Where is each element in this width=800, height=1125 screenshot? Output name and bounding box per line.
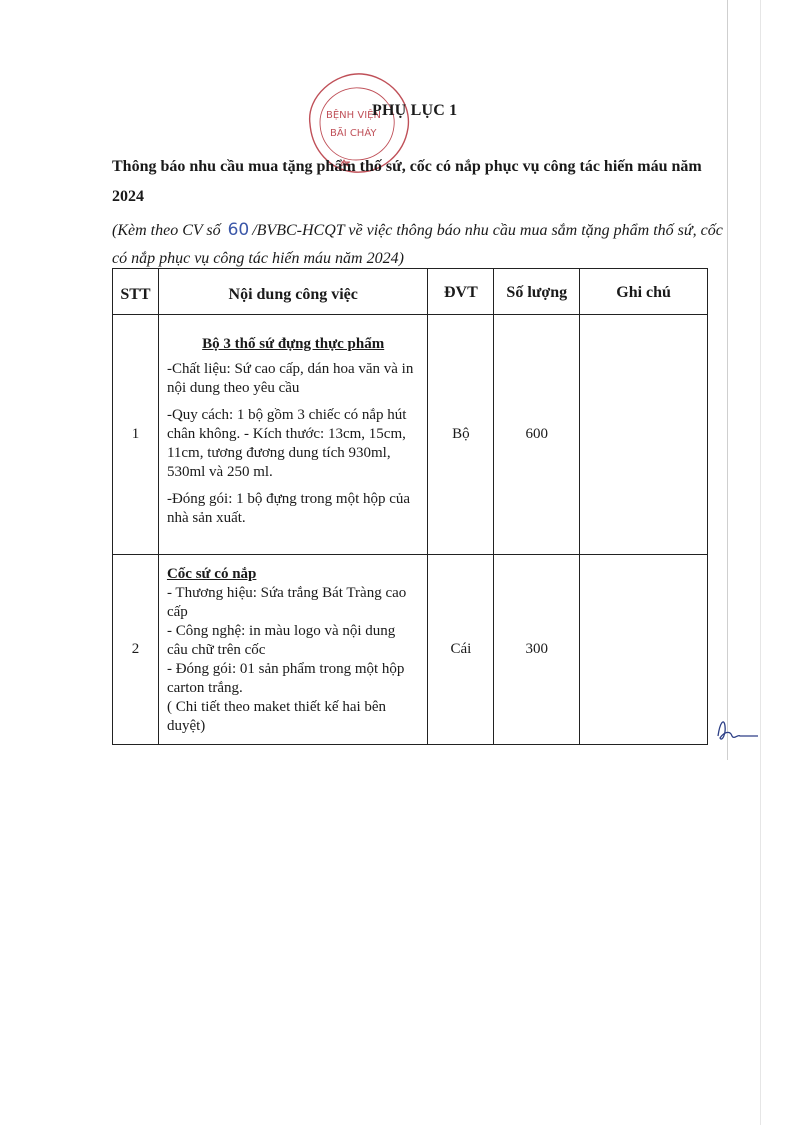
item-spec: -Chất liệu: Sứ cao cấp, dán hoa văn và in nội dung theo yêu cầu [166,361,414,396]
row-unit: Cái [428,555,494,745]
item-title: Cốc sứ có nắp [166,566,257,582]
document-subject: Thông báo nhu cầu mua tặng phẩm thố sứ, cốc có nắp phục vụ công tác hiến máu năm 2024 [112,158,702,205]
stamp-text-line2: BÃI CHÁY [330,128,377,139]
item-spec: -Quy cách: 1 bộ gồm 3 chiếc có nắp hút chân không. - Kích thước: 13cm, 15cm, 11cm, tương đương dung tích 930ml, 530ml và 250 ml. [166,407,407,480]
signature-scribble-icon [712,712,760,748]
item-title: Bộ 3 thố sứ đựng thực phẩm [202,336,385,352]
scan-border-line [727,0,728,760]
header-note: Ghi chú [580,269,708,315]
appendix-table [112,268,708,745]
row-note [580,555,708,745]
item-spec: - Đóng gói: 01 sản phẩm trong một hộp carton trắng. [166,661,405,696]
header-quantity: Số lượng [494,269,580,315]
header-content: Nội dung công việc [158,269,427,315]
row-stt: 1 [113,315,159,555]
row-quantity: 300 [494,555,580,745]
note-suffix: /BVBC-HCQT về việc thông báo nhu cầu mua sắm tặng phẩm thố sứ, cốc có nắp phục vụ công tác hiến máu năm 2024) [112,222,723,267]
row-quantity: 600 [494,315,580,555]
header-stt: STT [113,269,159,315]
initials-signature [712,712,760,748]
item-spec: -Đóng gói: 1 bộ đựng trong một hộp của nhà sản xuất. [166,491,411,526]
scan-border-line [760,0,761,1125]
item-spec: - Công nghệ: in màu logo và nội dung câu chữ trên cốc [166,623,396,658]
header-unit: ĐVT [428,269,494,315]
handwritten-cv-number: 60 [227,220,250,240]
document-reference-note [112,216,730,273]
item-spec: - Thương hiệu: Sứa trắng Bát Tràng cao cấp [166,585,407,620]
note-prefix: (Kèm theo CV số [112,222,221,239]
stamp-text-line1: BỆNH VIỆN [326,110,381,121]
page-title: PHỤ LỤC 1 [372,102,458,119]
item-spec: ( Chi tiết theo maket thiết kế hai bên duyệt) [166,699,387,734]
row-content [158,555,427,745]
table-row [113,555,708,745]
table-row [113,315,708,555]
row-note [580,315,708,555]
row-unit: Bộ [428,315,494,555]
row-content [158,315,427,555]
table-header-row [113,269,708,315]
row-stt: 2 [113,555,159,745]
